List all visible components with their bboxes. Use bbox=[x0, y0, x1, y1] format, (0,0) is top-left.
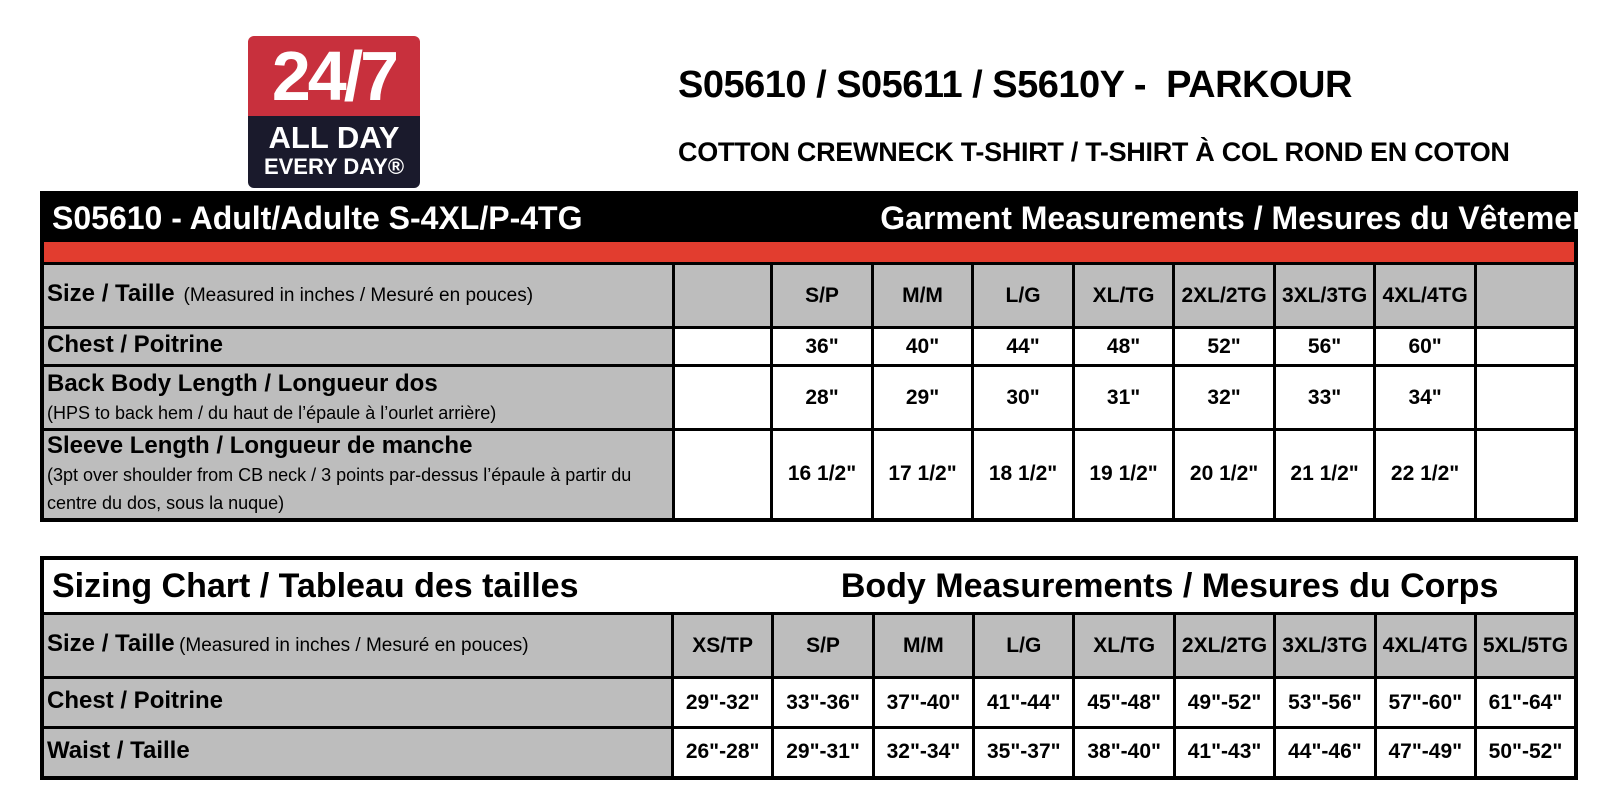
size-row-label bbox=[42, 614, 672, 678]
measurement-value: 36" bbox=[772, 328, 873, 366]
size-header: XS/TP bbox=[672, 614, 772, 678]
size-header: XL/TG bbox=[1074, 614, 1174, 678]
measurement-value: 31" bbox=[1073, 366, 1174, 430]
logo-number: 24/7 bbox=[248, 36, 420, 116]
measurement-value: 20 1/2" bbox=[1174, 430, 1275, 520]
measurement-value: 61"-64" bbox=[1475, 678, 1576, 728]
row-title: Chest / Poitrine bbox=[47, 687, 224, 714]
measurement-value: 52" bbox=[1174, 328, 1275, 366]
red-divider-bar bbox=[42, 242, 1576, 264]
measurement-value: 28" bbox=[772, 366, 873, 430]
measurement-value: 17 1/2" bbox=[872, 430, 973, 520]
measurement-value: 50"-52" bbox=[1475, 728, 1576, 778]
spacer-cell bbox=[673, 366, 772, 430]
measurement-value: 16 1/2" bbox=[772, 430, 873, 520]
size-header: 4XL/4TG bbox=[1375, 264, 1476, 328]
row-label bbox=[42, 430, 673, 520]
measurement-value: 33"-36" bbox=[773, 678, 873, 728]
measurement-value: 29" bbox=[872, 366, 973, 430]
size-header: 2XL/2TG bbox=[1174, 614, 1274, 678]
measurement-value: 56" bbox=[1274, 328, 1375, 366]
size-note: (Measured in inches / Mesuré en pouces) bbox=[179, 635, 529, 656]
measurement-value: 40" bbox=[872, 328, 973, 366]
size-header: L/G bbox=[973, 264, 1074, 328]
measurement-value: 37"-40" bbox=[873, 678, 973, 728]
size-header: 3XL/3TG bbox=[1275, 614, 1375, 678]
size-row-label bbox=[42, 264, 673, 328]
row-label bbox=[42, 678, 672, 728]
empty-cell bbox=[1475, 430, 1576, 520]
logo-line-2: EVERY DAY® bbox=[263, 154, 405, 179]
measurement-value: 57"-60" bbox=[1375, 678, 1475, 728]
garment-measurements-table bbox=[40, 191, 1603, 522]
row-note: (HPS to back hem / du haut de l’épaule à l’ourlet arrière) bbox=[47, 402, 497, 423]
measurement-value: 47"-49" bbox=[1375, 728, 1475, 778]
measurement-value: 44"-46" bbox=[1275, 728, 1375, 778]
body-measurements-table bbox=[40, 556, 1578, 780]
empty-cell bbox=[1475, 366, 1576, 430]
measurement-value: 41"-43" bbox=[1174, 728, 1274, 778]
table-row bbox=[42, 728, 1576, 778]
measurement-value: 49"-52" bbox=[1174, 678, 1274, 728]
measurement-value: 33" bbox=[1274, 366, 1375, 430]
measurement-value: 41"-44" bbox=[974, 678, 1074, 728]
measurement-value: 19 1/2" bbox=[1073, 430, 1174, 520]
spacer-cell bbox=[673, 328, 772, 366]
measurement-value: 29"-32" bbox=[672, 678, 772, 728]
measurement-value: 32"-34" bbox=[873, 728, 973, 778]
measurement-value: 30" bbox=[973, 366, 1074, 430]
measurement-value: 22 1/2" bbox=[1375, 430, 1476, 520]
table-row bbox=[42, 678, 1576, 728]
table-row bbox=[42, 328, 1576, 366]
size-header: 3XL/3TG bbox=[1274, 264, 1375, 328]
measurement-value: 34" bbox=[1375, 366, 1476, 430]
product-title: S05610 / S05611 / S5610Y - PARKOUR bbox=[678, 64, 1352, 106]
size-header: S/P bbox=[772, 264, 873, 328]
size-header: 5XL/5TG bbox=[1475, 614, 1576, 678]
measurement-value: 21 1/2" bbox=[1274, 430, 1375, 520]
garment-table-heading: Garment Measurements / Mesures du Vêtement bbox=[872, 193, 1576, 242]
brand-logo bbox=[248, 36, 420, 188]
measurement-value: 38"-40" bbox=[1074, 728, 1174, 778]
measurement-value: 32" bbox=[1174, 366, 1275, 430]
body-table-title: Sizing Chart / Tableau des tailles bbox=[42, 558, 773, 614]
logo-line-1: ALL DAY bbox=[268, 120, 400, 155]
table-row bbox=[42, 430, 1576, 520]
row-label bbox=[42, 366, 673, 430]
measurement-value: 26"-28" bbox=[672, 728, 772, 778]
row-title: Waist / Taille bbox=[47, 736, 190, 764]
body-table-heading: Body Measurements / Mesures du Corps bbox=[773, 558, 1576, 614]
measurement-value: 35"-37" bbox=[974, 728, 1074, 778]
garment-table-title: S05610 - Adult/Adulte S-4XL/P-4TG bbox=[42, 193, 872, 242]
size-header: M/M bbox=[872, 264, 973, 328]
logo-tagline bbox=[248, 116, 420, 188]
row-label bbox=[42, 728, 672, 778]
empty-cell bbox=[1475, 328, 1576, 366]
spacer-cell bbox=[673, 264, 772, 328]
size-header: 4XL/4TG bbox=[1375, 614, 1475, 678]
size-header: S/P bbox=[773, 614, 873, 678]
row-title: Chest / Poitrine bbox=[47, 331, 224, 358]
row-title: Sleeve Length / Longueur de manche bbox=[47, 432, 473, 460]
row-title: Back Body Length / Longueur dos bbox=[47, 369, 438, 397]
product-subtitle: COTTON CREWNECK T-SHIRT / T-SHIRT À COL ROND EN COTON bbox=[678, 137, 1510, 167]
size-header: M/M bbox=[873, 614, 973, 678]
size-label: Size / Taille bbox=[47, 630, 175, 657]
table-row bbox=[42, 366, 1576, 430]
measurement-value: 44" bbox=[973, 328, 1074, 366]
row-label bbox=[42, 328, 673, 366]
measurement-value: 60" bbox=[1375, 328, 1476, 366]
size-header: 2XL/2TG bbox=[1174, 264, 1275, 328]
measurement-value: 53"-56" bbox=[1275, 678, 1375, 728]
size-label: Size / Taille bbox=[47, 280, 175, 307]
size-header-empty bbox=[1475, 264, 1576, 328]
size-note: (Measured in inches / Mesuré en pouces) bbox=[183, 285, 534, 306]
measurement-value: 18 1/2" bbox=[973, 430, 1074, 520]
measurement-value: 29"-31" bbox=[773, 728, 873, 778]
spacer-cell bbox=[673, 430, 772, 520]
size-header: L/G bbox=[974, 614, 1074, 678]
size-header: XL/TG bbox=[1073, 264, 1174, 328]
row-note: (3pt over shoulder from CB neck / 3 points par-dessus l’épaule à partir du centre du dos, sous la nuque) bbox=[47, 465, 632, 514]
measurement-value: 48" bbox=[1073, 328, 1174, 366]
measurement-value: 45"-48" bbox=[1074, 678, 1174, 728]
